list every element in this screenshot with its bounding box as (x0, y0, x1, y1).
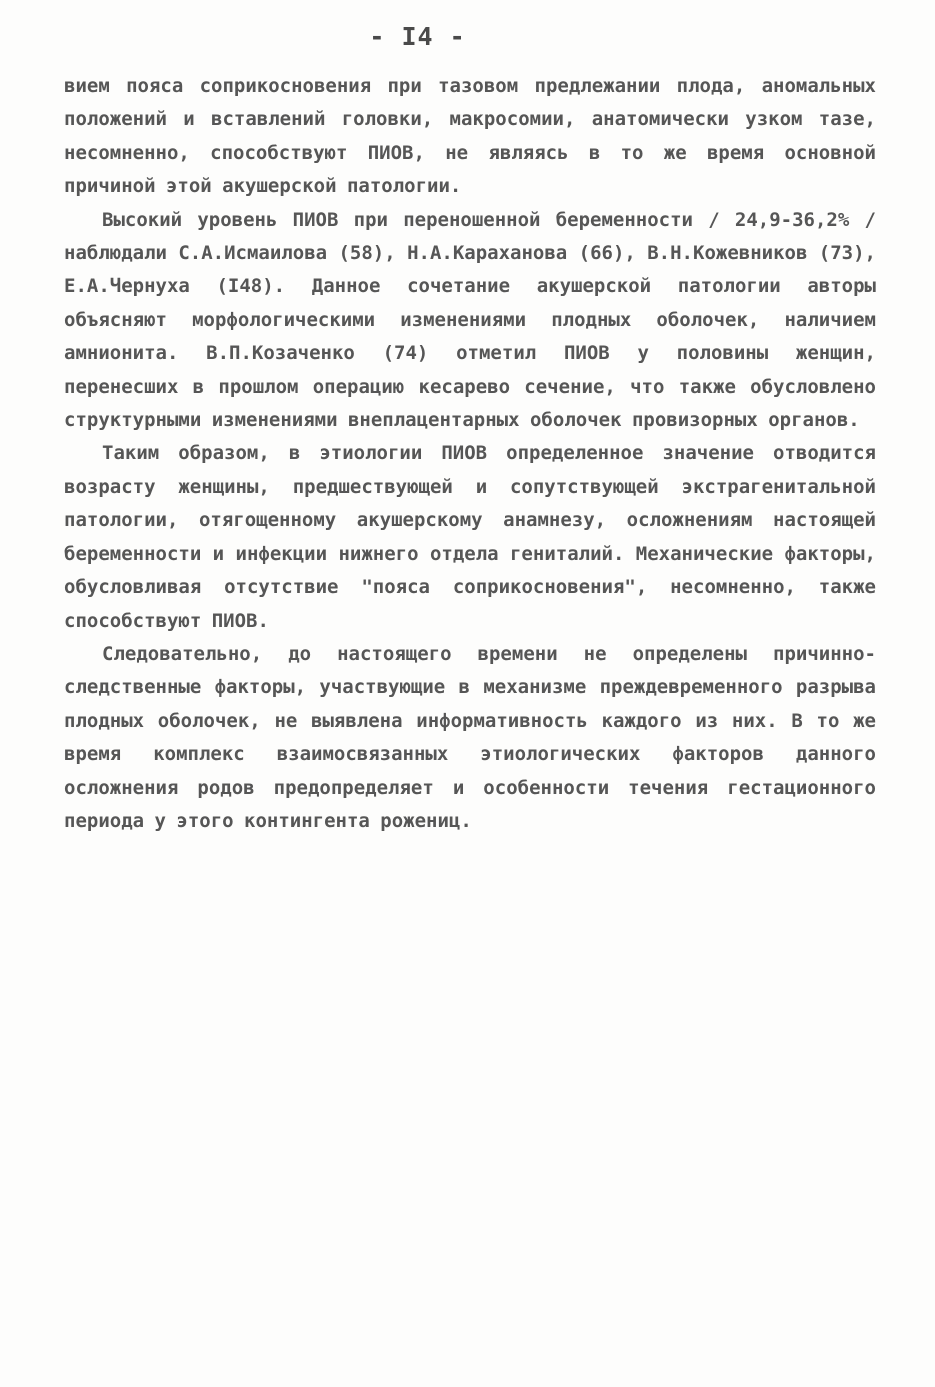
paragraph-2: Высокий уровень ПИОВ при переношенной беременности / 24,9-36,2% / наблюдали С.А.Исмаилова (58), Н.А.Караханова (66), В.Н.Кожевников (73), Е.А.Чернуха (I48). Данное сочетание акушерской патологии авторы объясняют морфологическими изменениями плодных оболочек, наличием амнионита. В.П.Козаченко (74) отметил ПИОВ у половины женщин, перенесших в прошлом операцию кесарево сечение, что также обусловлено структурными изменениями внеплацентарных оболочек провизорных органов. (64, 208, 876, 432)
paragraph-1: вием пояса соприкосновения при тазовом предлежании плода, аномальных положений и вставлений головки, макросомии, анатомически узком тазе, несомненно, способствуют ПИОВ, не являясь в то же время основной причиной этой акушерской патологии. (64, 75, 876, 198)
paragraph-3: Таким образом, в этиологии ПИОВ определенное значение отводится возрасту женщины, предшествующей и сопутствующей экстрагенитальной патологии, отягощенному акушерскому анамнезу, осложнениям настоящей беременности и инфекции нижнего отдела гениталий. Механические факторы, обусловливая отсутствие "пояса соприкосновения", несомненно, также способствуют ПИОВ. (64, 442, 876, 632)
page-number: - I4 - (369, 22, 466, 51)
paragraph-4: Следовательно, до настоящего времени не определены причинно-следственные факторы, участвующие в механизме преждевременного разрыва плодных оболочек, не выявлена информативность каждого из них. В то же время комплекс взаимосвязанных этиологических факторов данного осложнения родов предопределяет и особенности течения гестационного периода у этого контингента рожениц. (64, 642, 876, 832)
body-text (64, 70, 876, 838)
